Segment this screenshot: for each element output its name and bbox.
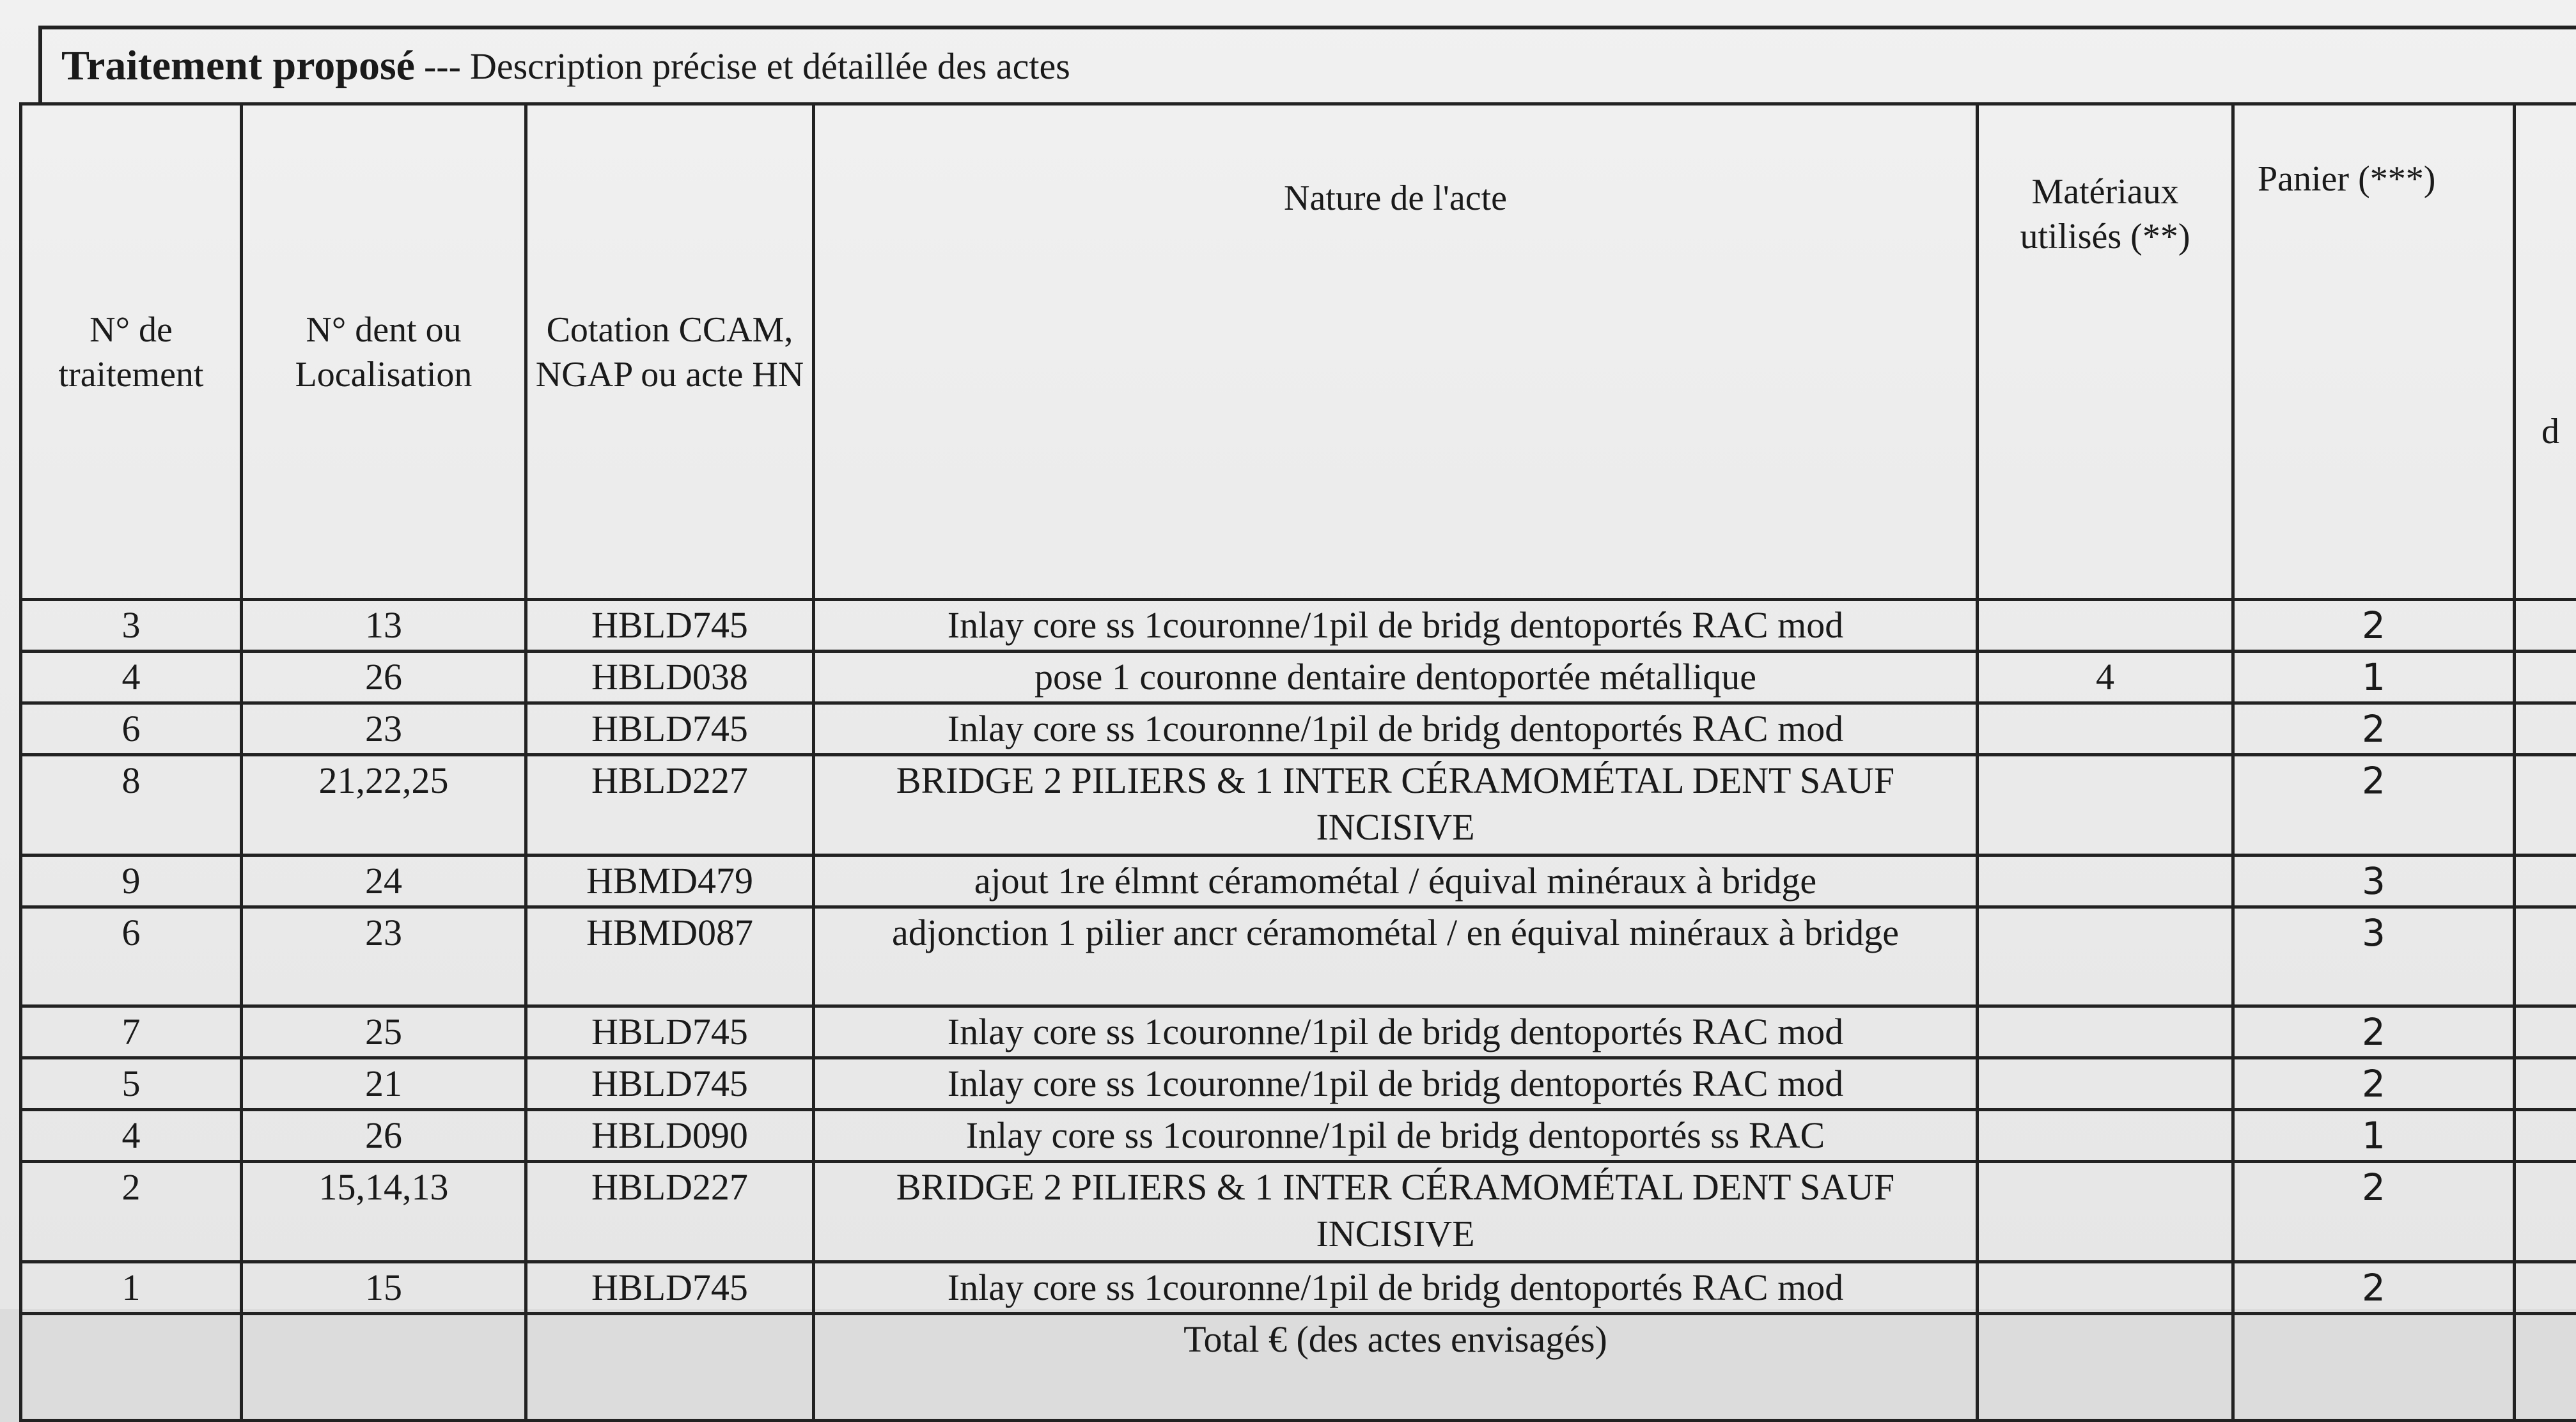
cell-num: 1 <box>21 1262 242 1314</box>
cell-code: HBLD745 <box>526 600 814 652</box>
cell-dent: 26 <box>242 652 526 703</box>
cell-num: 4 <box>21 1110 242 1162</box>
cell-materiaux <box>1978 1006 2233 1058</box>
section-subtitle: Description précise et détaillée des actes <box>470 45 1070 88</box>
header-num-traitement: N° de traitement <box>21 104 242 600</box>
cell-materiaux <box>1978 1058 2233 1110</box>
cell-code: HBLD227 <box>526 755 814 856</box>
cell-nature: Inlay core ss 1couronne/1pil de bridg dentoportés RAC mod <box>814 1006 1978 1058</box>
cell-extra <box>2515 1314 2576 1421</box>
cell-panier: 1 <box>2233 1110 2515 1162</box>
cell-extra <box>2515 703 2576 755</box>
cell-nature: BRIDGE 2 PILIERS & 1 INTER CÉRAMOMÉTAL DENT SAUF INCISIVE <box>814 755 1978 856</box>
table-row <box>21 755 2576 856</box>
cell-nature: Inlay core ss 1couronne/1pil de bridg dentoportés ss RAC <box>814 1110 1978 1162</box>
cell-nature: ajout 1re élmnt céramométal / équival minéraux à bridge <box>814 856 1978 907</box>
table-row <box>21 600 2576 652</box>
cell-panier: 2 <box>2233 1162 2515 1262</box>
cell-panier: 3 <box>2233 907 2515 1006</box>
cell-num: 6 <box>21 703 242 755</box>
header-extra-partial: d <box>2515 104 2576 600</box>
cell-empty <box>1978 1314 2233 1421</box>
header-cotation: Cotation CCAM, NGAP ou acte HN <box>526 104 814 600</box>
table-row <box>21 703 2576 755</box>
table-row <box>21 1262 2576 1314</box>
cell-num: 3 <box>21 600 242 652</box>
cell-panier: 2 <box>2233 600 2515 652</box>
cell-materiaux <box>1978 907 2233 1006</box>
cell-num: 8 <box>21 755 242 856</box>
cell-num: 4 <box>21 652 242 703</box>
cell-materiaux <box>1978 600 2233 652</box>
cell-dent: 25 <box>242 1006 526 1058</box>
cell-panier: 3 <box>2233 856 2515 907</box>
table-row <box>21 907 2576 1006</box>
cell-materiaux <box>1978 703 2233 755</box>
cell-extra <box>2515 907 2576 1006</box>
cell-nature: Inlay core ss 1couronne/1pil de bridg dentoportés RAC mod <box>814 703 1978 755</box>
table-header-row <box>21 104 2576 600</box>
title-separator: --- <box>424 45 461 88</box>
cell-extra <box>2515 755 2576 856</box>
cell-materiaux: 4 <box>1978 652 2233 703</box>
cell-materiaux <box>1978 1262 2233 1314</box>
cell-extra <box>2515 1006 2576 1058</box>
cell-extra <box>2515 1110 2576 1162</box>
cell-panier: 2 <box>2233 1006 2515 1058</box>
cell-materiaux <box>1978 755 2233 856</box>
cell-nature: pose 1 couronne dentaire dentoportée métallique <box>814 652 1978 703</box>
cell-panier: 2 <box>2233 703 2515 755</box>
cell-extra <box>2515 600 2576 652</box>
header-num-dent: N° dent ou Localisation <box>242 104 526 600</box>
cell-num: 5 <box>21 1058 242 1110</box>
cell-code: HBLD227 <box>526 1162 814 1262</box>
cell-nature: adjonction 1 pilier ancr céramométal / en équival minéraux à bridge <box>814 907 1978 1006</box>
cell-num: 2 <box>21 1162 242 1262</box>
cell-empty <box>21 1314 242 1421</box>
table-row <box>21 856 2576 907</box>
cell-code: HBLD745 <box>526 703 814 755</box>
cell-dent: 26 <box>242 1110 526 1162</box>
treatment-table <box>19 102 2576 1422</box>
cell-extra <box>2515 1162 2576 1262</box>
cell-code: HBLD745 <box>526 1058 814 1110</box>
header-materiaux: Matériaux utilisés (**) <box>1978 104 2233 600</box>
cell-dent: 23 <box>242 907 526 1006</box>
cell-nature: Inlay core ss 1couronne/1pil de bridg dentoportés RAC mod <box>814 1262 1978 1314</box>
cell-num: 9 <box>21 856 242 907</box>
cell-empty <box>242 1314 526 1421</box>
cell-panier: 2 <box>2233 1058 2515 1110</box>
cell-dent: 15 <box>242 1262 526 1314</box>
cell-code: HBLD745 <box>526 1006 814 1058</box>
cell-panier: 1 <box>2233 652 2515 703</box>
cell-code: HBMD087 <box>526 907 814 1006</box>
cell-dent: 24 <box>242 856 526 907</box>
cell-extra <box>2515 856 2576 907</box>
cell-dent: 21,22,25 <box>242 755 526 856</box>
cell-extra <box>2515 1262 2576 1314</box>
cell-dent: 13 <box>242 600 526 652</box>
cell-code: HBLD038 <box>526 652 814 703</box>
cell-panier: 2 <box>2233 755 2515 856</box>
total-label: Total € (des actes envisagés) <box>814 1314 1978 1421</box>
cell-nature: Inlay core ss 1couronne/1pil de bridg dentoportés RAC mod <box>814 1058 1978 1110</box>
cell-code: HBLD090 <box>526 1110 814 1162</box>
cell-extra <box>2515 1058 2576 1110</box>
cell-num: 6 <box>21 907 242 1006</box>
cell-dent: 15,14,13 <box>242 1162 526 1262</box>
cell-materiaux <box>1978 856 2233 907</box>
table-row <box>21 652 2576 703</box>
section-title: Traitement proposé <box>61 42 415 90</box>
table-row <box>21 1110 2576 1162</box>
cell-empty <box>526 1314 814 1421</box>
cell-materiaux <box>1978 1162 2233 1262</box>
header-panier: Panier (***) <box>2233 104 2515 600</box>
total-panier-cell <box>2233 1314 2515 1421</box>
section-title-bar <box>38 26 2576 102</box>
cell-code: HBLD745 <box>526 1262 814 1314</box>
cell-dent: 21 <box>242 1058 526 1110</box>
table-row <box>21 1162 2576 1262</box>
total-row <box>21 1314 2576 1421</box>
table-row <box>21 1006 2576 1058</box>
header-nature-acte: Nature de l'acte <box>814 104 1978 600</box>
cell-code: HBMD479 <box>526 856 814 907</box>
cell-materiaux <box>1978 1110 2233 1162</box>
cell-extra <box>2515 652 2576 703</box>
cell-num: 7 <box>21 1006 242 1058</box>
cell-panier: 2 <box>2233 1262 2515 1314</box>
cell-nature: BRIDGE 2 PILIERS & 1 INTER CÉRAMOMÉTAL DENT SAUF INCISIVE <box>814 1162 1978 1262</box>
table-row <box>21 1058 2576 1110</box>
cell-dent: 23 <box>242 703 526 755</box>
cell-nature: Inlay core ss 1couronne/1pil de bridg dentoportés RAC mod <box>814 600 1978 652</box>
